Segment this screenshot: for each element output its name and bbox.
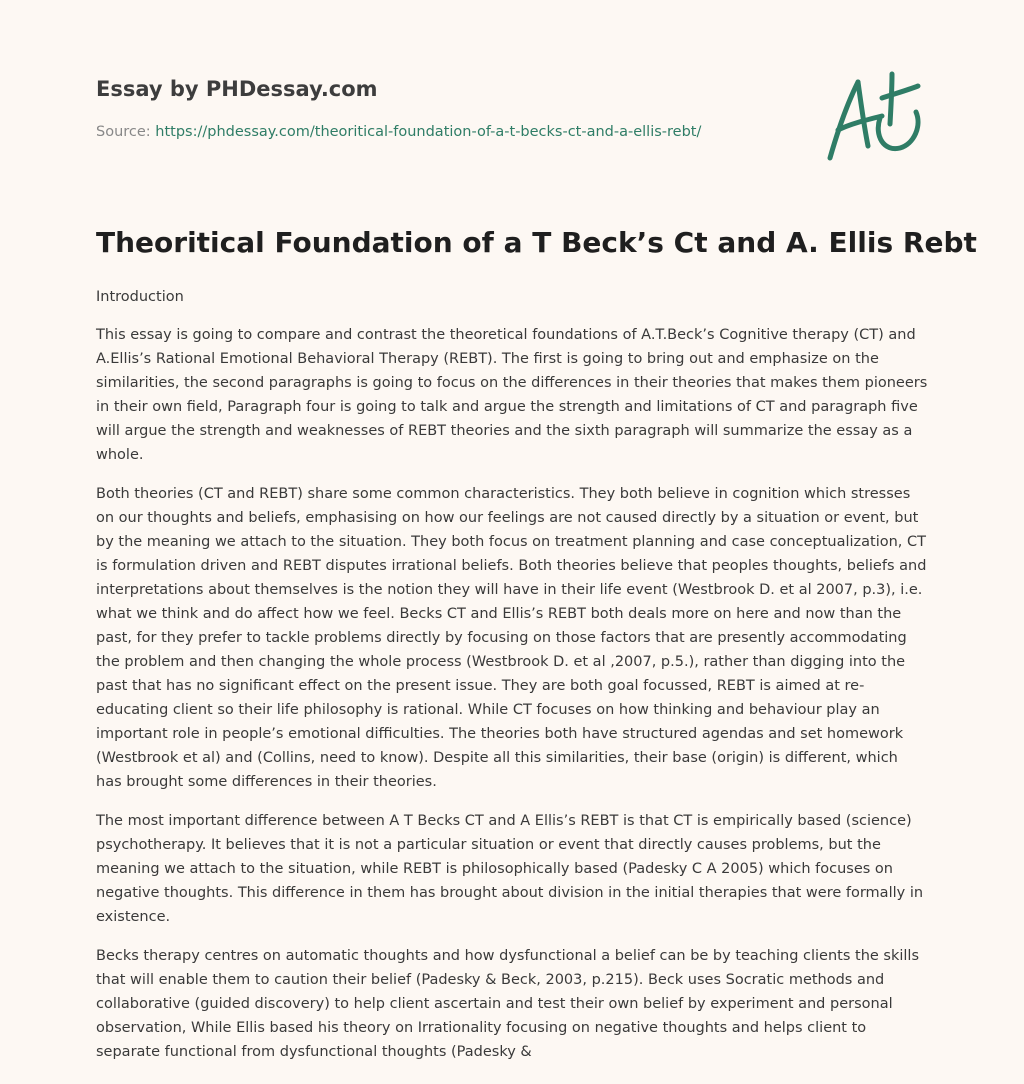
essay-title: Theoritical Foundation of a T Beck’s Ct and A. Ellis Rebt bbox=[96, 226, 977, 259]
site-brand[interactable]: Essay by PHDessay.com bbox=[96, 77, 378, 101]
paragraph-1: This essay is going to compare and contrast the theoretical foundations of A.T.Beck’s Cognitive therapy (CT) and A.Ellis’s Rational Emotional Behavioral Therapy (REBT). The first is going to bring out and emphasize on the similarities, the second paragraphs is going to focus on the differences in their theories that makes them pioneers in their own field, Paragraph four is going to talk and argue the strength and limitations of CT and paragraph five will argue the strength and weaknesses of REBT theories and the sixth paragraph will summarize the essay as a whole. bbox=[96, 327, 928, 463]
source-label: Source: bbox=[96, 124, 151, 140]
section-heading: Introduction bbox=[96, 289, 184, 305]
paragraph-2: Both theories (CT and REBT) share some common characteristics. They both believe in cognition which stresses on our thoughts and beliefs, emphasising on how our feelings are not caused directly by a situation or event, but by the meaning we attach to the situation. They both focus on treatment planning and case conceptualization, CT is formulation driven and REBT disputes irrational beliefs. Both theories believe that peoples thoughts, beliefs and interpretations about themselves is the notion they will have in their life event (Westbrook D. et al 2007, p.3), i.e. what we think and do affect how we feel. Becks CT and Ellis’s REBT both deals more on here and now than the past, for they prefer to tackle problems directly by focusing on those factors that are presently accommodating the problem and then changing the whole process (Westbrook D. et al ,2007, p.5.), rather than digging into the past that has no significant effect on the present issue. They are both goal focussed, REBT is aimed at re-educating client so their life philosophy is rational. While CT focuses on how thinking and behaviour play an important role in people’s emotional difficulties. The theories both have structured agendas and set homework (Westbrook et al) and (Collins, need to know). Despite all this similarities, their base (origin) is different, which has brought some differences in their theories. bbox=[96, 486, 927, 790]
source-line bbox=[96, 124, 701, 140]
a-plus-logo-icon bbox=[818, 68, 930, 168]
essay-body bbox=[96, 285, 928, 1079]
paragraph-3: The most important difference between A T Becks CT and A Ellis’s REBT is that CT is empirically based (science) psychotherapy. It believes that it is not a particular situation or event that directly causes problems, but the meaning we attach to the situation, while REBT is philosophically based (Padesky C A 2005) which focuses on negative thoughts. This difference in them has brought about division in the initial therapies that were formally in existence. bbox=[96, 813, 924, 925]
source-link[interactable]: https://phdessay.com/theoritical-foundation-of-a-t-becks-ct-and-a-ellis-rebt/ bbox=[155, 124, 702, 140]
paragraph-4: Becks therapy centres on automatic thoughts and how dysfunctional a belief can be by teaching clients the skills that will enable them to caution their belief (Padesky & Beck, 2003, p.215). Beck uses Socratic methods and collaborative (guided discovery) to help client ascertain and test their own belief by experiment and personal observation, While Ellis based his theory on Irrationality focusing on negative thoughts and helps client to separate functional from dysfunctional thoughts (Padesky & bbox=[96, 948, 920, 1060]
